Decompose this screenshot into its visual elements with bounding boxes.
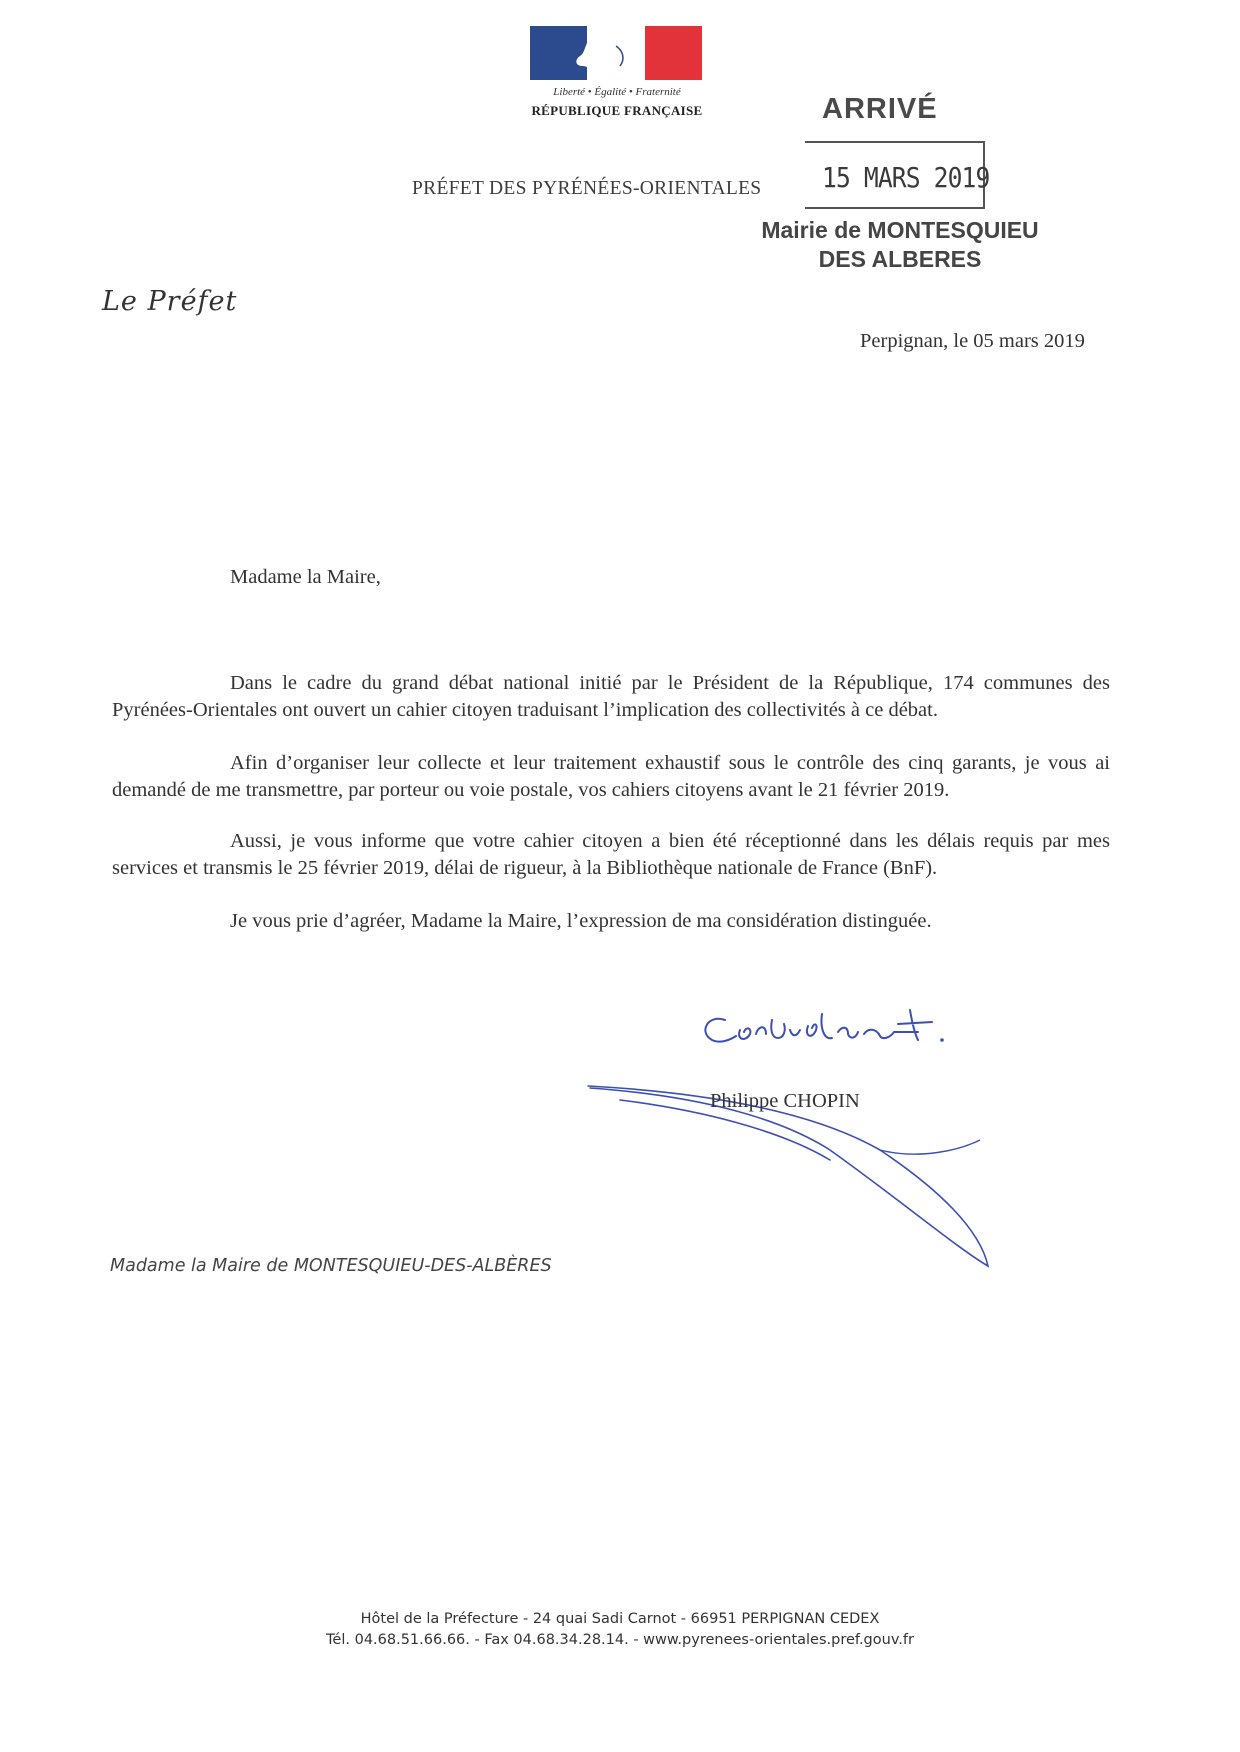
sender-title: Le Préfet bbox=[102, 286, 238, 317]
republic-name: RÉPUBLIQUE FRANÇAISE bbox=[531, 103, 703, 118]
letter-paragraph: Dans le cadre du grand débat national initié par le Président de la République, 174 communes des Pyrénées-Orientales ont ouvert un cahier citoyen traduisant l’implication des collectivités à ce débat. bbox=[112, 672, 1110, 721]
stamp-mairie-line2: DES ALBERES bbox=[818, 246, 982, 272]
prefet-header: PRÉFET DES PYRÉNÉES-ORIENTALES bbox=[412, 178, 762, 199]
letter-date: Perpignan, le 05 mars 2019 bbox=[860, 330, 1085, 352]
footer-contact: Tél. 04.68.51.66.66. - Fax 04.68.34.28.14. - www.pyrenees-orientales.pref.gouv.fr bbox=[326, 1632, 914, 1648]
stamp-mairie-line1: Mairie de MONTESQUIEU bbox=[761, 217, 1039, 243]
footer-address: Hôtel de la Préfecture - 24 quai Sadi Carnot - 66951 PERPIGNAN CEDEX bbox=[360, 1611, 880, 1627]
letter-paragraph: Je vous prie d’agréer, Madame la Maire, l’expression de ma considération distinguée. bbox=[230, 910, 932, 932]
marianne-logo bbox=[522, 26, 712, 126]
stamp-mairie bbox=[740, 216, 1060, 274]
signer-name: Philippe CHOPIN bbox=[710, 1090, 860, 1112]
republic-motto: Liberté • Égalité • Fraternité bbox=[553, 86, 681, 98]
recipient-address: Madame la Maire de MONTESQUIEU-DES-ALBÈRES bbox=[110, 1256, 552, 1276]
letter-paragraph: Aussi, je vous informe que votre cahier citoyen a bien été réceptionné dans les délais requis par mes services et transmis le 25 février 2019, délai de rigueur, à la Bibliothèque nationale de France (BnF). bbox=[112, 830, 1110, 879]
stamp-date: 15 MARS 2019 bbox=[822, 161, 990, 194]
salutation: Madame la Maire, bbox=[230, 566, 381, 588]
tricolor-flag-icon bbox=[530, 26, 702, 80]
handwritten-signature bbox=[580, 1000, 1120, 1290]
stamp-status: ARRIVÉ bbox=[822, 93, 938, 125]
letter-paragraph: Afin d’organiser leur collecte et leur traitement exhaustif sous le contrôle des cinq garants, je vous ai demandé de me transmettre, par porteur ou voie postale, vos cahiers citoyens avant le 21 février 2019. bbox=[112, 752, 1110, 801]
